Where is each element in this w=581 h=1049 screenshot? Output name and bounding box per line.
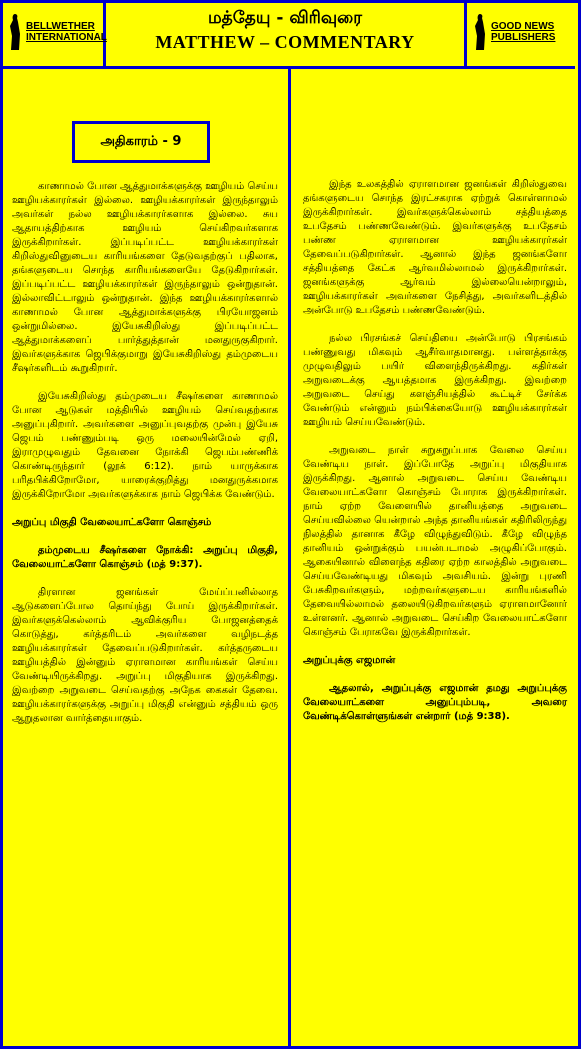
section-heading-harvest: அறுப்பு மிகுதி வேலையாட்களோ கொஞ்சம் xyxy=(12,517,212,528)
left-column xyxy=(12,180,278,740)
right-logo-line-2: PUBLISHERS xyxy=(491,32,556,43)
verse-quote-9-37: தம்முடைய சீஷர்களை நோக்கி: அறுப்பு மிகுதி, வேலையாட்களோ கொஞ்சம் (மத் 9:37). xyxy=(12,545,278,570)
left-logo-line-1: BELLWETHER xyxy=(26,21,95,32)
chapter-label: அதிகாரம் - 9 xyxy=(72,121,210,163)
left-paragraph-3: திரளான ஜனங்கள் மேய்ப்பனில்லாத ஆடுகளைப்போல தொய்ந்து போய் இருக்கிறார்கள். இவர்களுக்கெல்லாம் ஆவிக்குரிய போஜனத்தைக் கொடுத்து, கர்த்தரிடம் அவர்களை வழிநடத்த ஊழியக்காரர்கள் தேவைப்படுகிறார்கள். கர்த்தருடைய ஊழியத்தில் இன்னும் ஏராளமான காரியங்கள் செய்ய வேண்டியிருக்கிறது. அறுப்பு மிகுதியாக இருக்கிறது. இவற்றை அறுவடை செய்வதற்கு அநேக கைகள் தேவை. ஊழியக்காரர்களுக்கு அறுப்பு மிகுதி என்னும் சத்தியம் ஒரு ஆறுதலான வார்த்தையாகும். xyxy=(12,587,278,724)
verse-quote-9-38: ஆதலால், அறுப்புக்கு எஜமான் தமது அறுப்புக்கு வேலையாட்களை அனுப்பும்படி, அவரை வேண்டிக்கொள்ளுங்கள் என்றார் (மத் 9:38). xyxy=(303,683,567,722)
left-paragraph-2: இயேசுகிறிஸ்து தம்முடைய சீஷர்களை காணாமல் போன ஆடுகள் மத்தியில் ஊழியம் செய்வதற்காக அனுப்புகிறார். அவர்களை அனுப்புவதற்கு முன்பு இயேசு ஜெபம் பண்ணும்படி ஒரு மலையின்மேல் ஏறி, இராமுழுவதும் தேவனை நோக்கி ஜெபம்பண்ணிக் கொண்டிருந்தார் (லூக் 6:12). நாம் யாருக்காக பரிதபிக்கிறோமோ, யாரைக்குறித்து மனதுருக்கமாக இருக்கிறோமோ அவர்களுக்காக நாம் ஜெபிக்க வேண்டும். xyxy=(12,391,278,500)
left-logo-line-2: INTERNATIONAL xyxy=(26,32,107,43)
title-english: MATTHEW – COMMENTARY xyxy=(155,32,415,52)
bellwether-logo xyxy=(8,12,107,52)
bellwether-logo-box xyxy=(0,0,106,66)
praying-figure-icon xyxy=(473,12,487,52)
good-news-logo-box xyxy=(464,0,575,66)
good-news-logo xyxy=(473,12,555,52)
title-tamil: மத்தேயு - விரிவுரை xyxy=(207,8,363,28)
page-title xyxy=(106,6,464,54)
right-paragraph-1: இந்த உலகத்தில் ஏராளமான ஜனங்கள் கிறிஸ்துவை தங்களுடைய சொந்த இரட்சகராக ஏற்றுக் கொள்ளாமல் இருக்கிறார்கள். இவர்களுக்கெல்லாம் சத்தியத்தை உபதேசம் பண்ணவேண்டும். இவர்களுக்கு உபதேசம் பண்ண ஏராளமான ஊழியக்காரர்கள் தேவைப்படுகிறார்கள். ஆனால் இந்த ஜனங்களோ சத்தியத்தை கேட்க ஆர்வமில்லாமல் இருக்கிறார்கள். ஜனங்களுக்கு ஆர்வம் இல்லையென்றாலும், ஊழியக்காரர்கள் அவர்களை நேசித்து, அவர்களிடத்தில் அன்போடு உபதேசம் பண்ணவேண்டும். xyxy=(303,179,567,316)
left-paragraph-1: காணாமல் போன ஆத்துமாக்களுக்கு ஊழியம் செய்ய ஊழியக்காரர்கள் இல்லை. ஊழியக்காரர்கள் இருந்தாலும் அவர்கள் நல்ல ஊழியக்காரர்களாக இல்லை. சுய ஆதாயத்திற்காக ஊழியம் செய்கிறவர்களாக இருக்கிறார்கள். இப்படிப்பட்ட ஊழியக்காரர்கள் கிறிஸ்துவினுடைய காரியங்களை தேடுவதற்குப் பதிலாக, தங்களுடைய சொந்த காரியங்களையே தேடுகிறார்கள். இப்படிப்பட்ட ஊழியக்காரர்கள் இருந்தாலும் ஒன்றுதான். இல்லாவிட்டாலும் ஒன்றுதான். இந்த ஊழியக்காரர்களால் காணாமல் போன ஆத்துமாக்களுக்கு பிரயோஜனம் ஒன்றுமில்லை. இயேசுகிறிஸ்து இப்படிப்பட்ட ஆத்துமாக்களைப் பார்த்துத்தான் மனதுருகுகிறார். இவர்களுக்காக ஜெபிக்குமாறு இயேசுகிறிஸ்து தம்முடைய சீஷர்களிடம் கூறுகிறார். xyxy=(12,181,278,374)
right-paragraph-2: நல்ல பிரசங்கச் செய்தியை அன்போடு பிரசங்கம் பண்ணுவது மிகவும் ஆசீர்வாதமானது. பள்ளத்தாக்கு முழுவதிலும் பயிர் விளைந்திருக்கிறது. கதிர்கள் அறுவடைக்கு ஆயத்தமாக இருக்கிறது. இவற்றை அறுவடை செய்து களஞ்சியத்தில் கூட்டிச் சேர்க்க வேண்டும் என்னும் நம்பிக்கையோடு ஊழியக்காரர்கள் ஊழியம் செய்யவேண்டும். xyxy=(303,333,567,428)
praying-figure-icon xyxy=(8,12,22,52)
page-header xyxy=(0,0,575,69)
right-logo-line-1: GOOD NEWS xyxy=(491,21,555,32)
column-divider xyxy=(288,69,291,1046)
right-paragraph-3: அறுவடை நாள் சுறுசுறுப்பாக வேலை செய்ய வேண்டிய நாள். இப்போதே அறுப்பு மிகுதியாக இருக்கிறது. ஆனால் அறுவடை செய்ய வேண்டிய வேலையாட்களோ கொஞ்சம் போராக இருக்கிறார்கள். நாம் ஏற்ற வேளையில் தானியத்தை அறுவடை செய்யவில்லை யென்றால் அந்த தானியங்கள் கதிரிலிருந்து நிலத்தில் தானாக கீழே விழுந்துவிடும். கீழே விழுந்த தானியம் ஒன்றுக்கும் பயன்படாமல் அழுகிப்போகும். ஆகையினால் விளைந்த கதிரை ஏற்ற காலத்தில் அறுவடை செய்யவேண்டியது மிகவும் அவசியம். இன்று புரணி பேசுகிறவர்களும், மற்றவர்களுடைய காரியங்களில் தேவையில்லாமல் தலையிடுகிறவர்களும் ஏராளமானோர் உள்ளனர். ஆனால் அறுவடை செய்கிற வேலையாட்களோ கொஞ்சம் பேராகவே இருக்கிறார்கள். xyxy=(303,445,567,638)
right-column xyxy=(303,178,567,738)
section-heading-lord-of-harvest: அறுப்புக்கு எஜமான் xyxy=(303,655,396,666)
